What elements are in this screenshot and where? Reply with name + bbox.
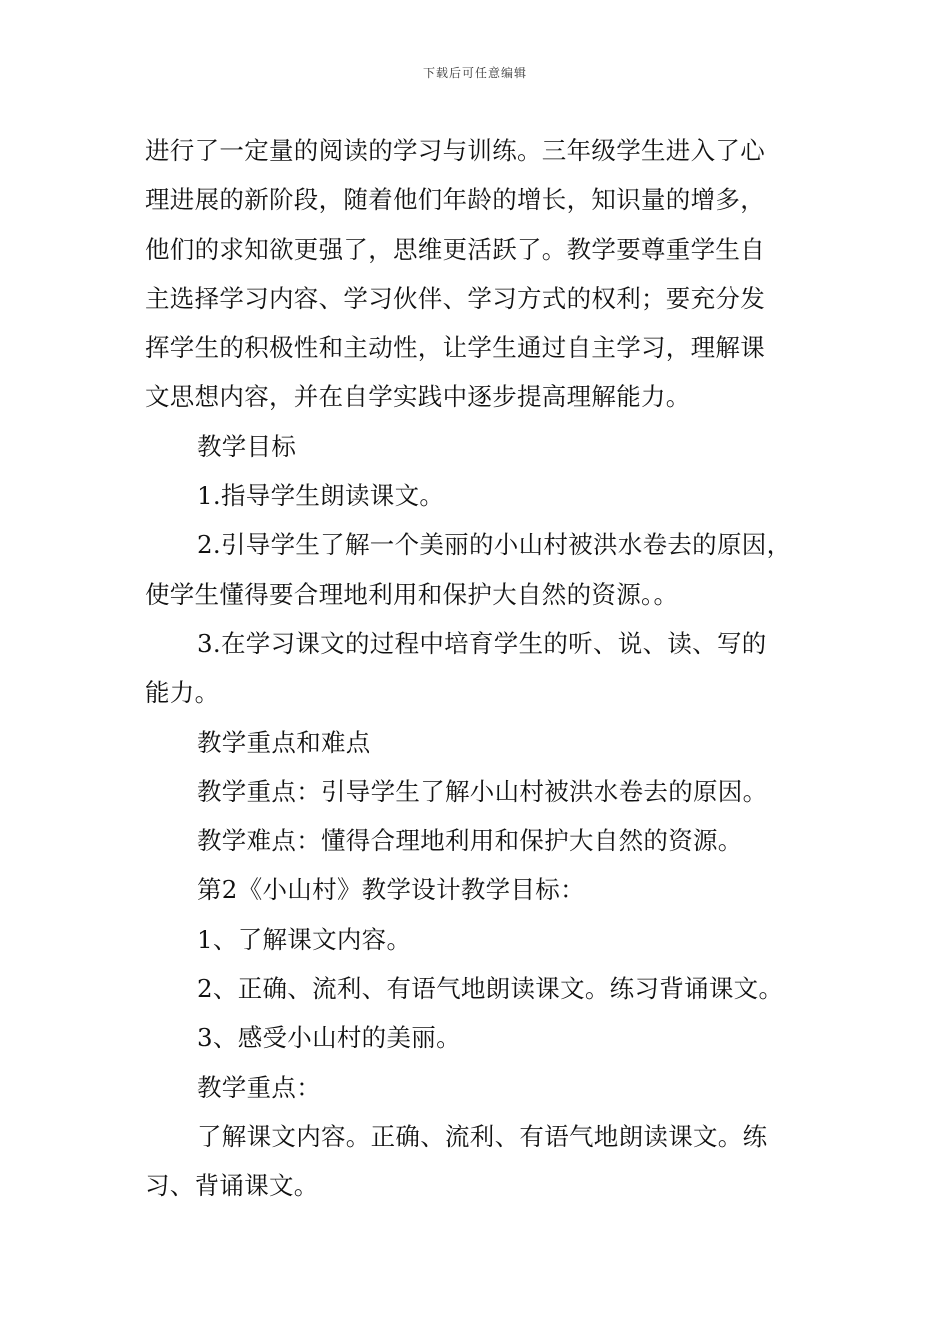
list-item: 3、感受小山村的美丽。	[197, 1023, 461, 1053]
list-item: 1、了解课文内容。	[197, 924, 412, 954]
list-item: 2.引导学生了解一个美丽的小山村被洪水卷去的原因，	[197, 530, 792, 560]
list-item: 2、正确、流利、有语气地朗读课文。练习背诵课文。	[197, 974, 784, 1004]
key-point-line: 教学重点：引导学生了解小山村被洪水卷去的原因。	[197, 776, 768, 806]
section-heading-key-points-2: 教学重点：	[197, 1072, 321, 1102]
list-item: 3.在学习课文的过程中培育学生的听、说、读、写的	[197, 628, 767, 658]
text-line: 使学生懂得要合理地利用和保护大自然的资源。。	[145, 579, 679, 609]
text-line: 他们的求知欲更强了，思维更活跃了。教学要尊重学生自	[145, 234, 765, 264]
text-line: 主选择学习内容、学习伙伴、学习方式的权利；要充分发	[145, 283, 765, 313]
text-line: 习、背诵课文。	[145, 1171, 319, 1201]
section-heading-objectives: 教学目标	[197, 431, 297, 461]
text-line: 了解课文内容。正确、流利、有语气地朗读课文。练	[197, 1121, 768, 1151]
text-line: 理进展的新阶段，随着他们年龄的增长，知识量的增多，	[145, 185, 765, 215]
document-body	[145, 126, 815, 1211]
text-line: 文思想内容，并在自学实践中逐步提高理解能力。	[145, 382, 691, 412]
difficulty-line: 教学难点：懂得合理地利用和保护大自然的资源。	[197, 826, 743, 856]
text-line: 进行了一定量的阅读的学习与训练。三年级学生进入了心	[145, 136, 765, 165]
section-heading-lesson-2: 第2《小山村》教学设计教学目标：	[197, 875, 585, 905]
text-line: 挥学生的积极性和主动性，让学生通过自主学习，理解课	[145, 333, 765, 363]
section-heading-key-points: 教学重点和难点	[197, 727, 371, 757]
text-line: 能力。	[145, 678, 220, 708]
page-header: 下载后可任意编辑	[422, 66, 527, 80]
list-item: 1.指导学生朗读课文。	[197, 481, 445, 511]
